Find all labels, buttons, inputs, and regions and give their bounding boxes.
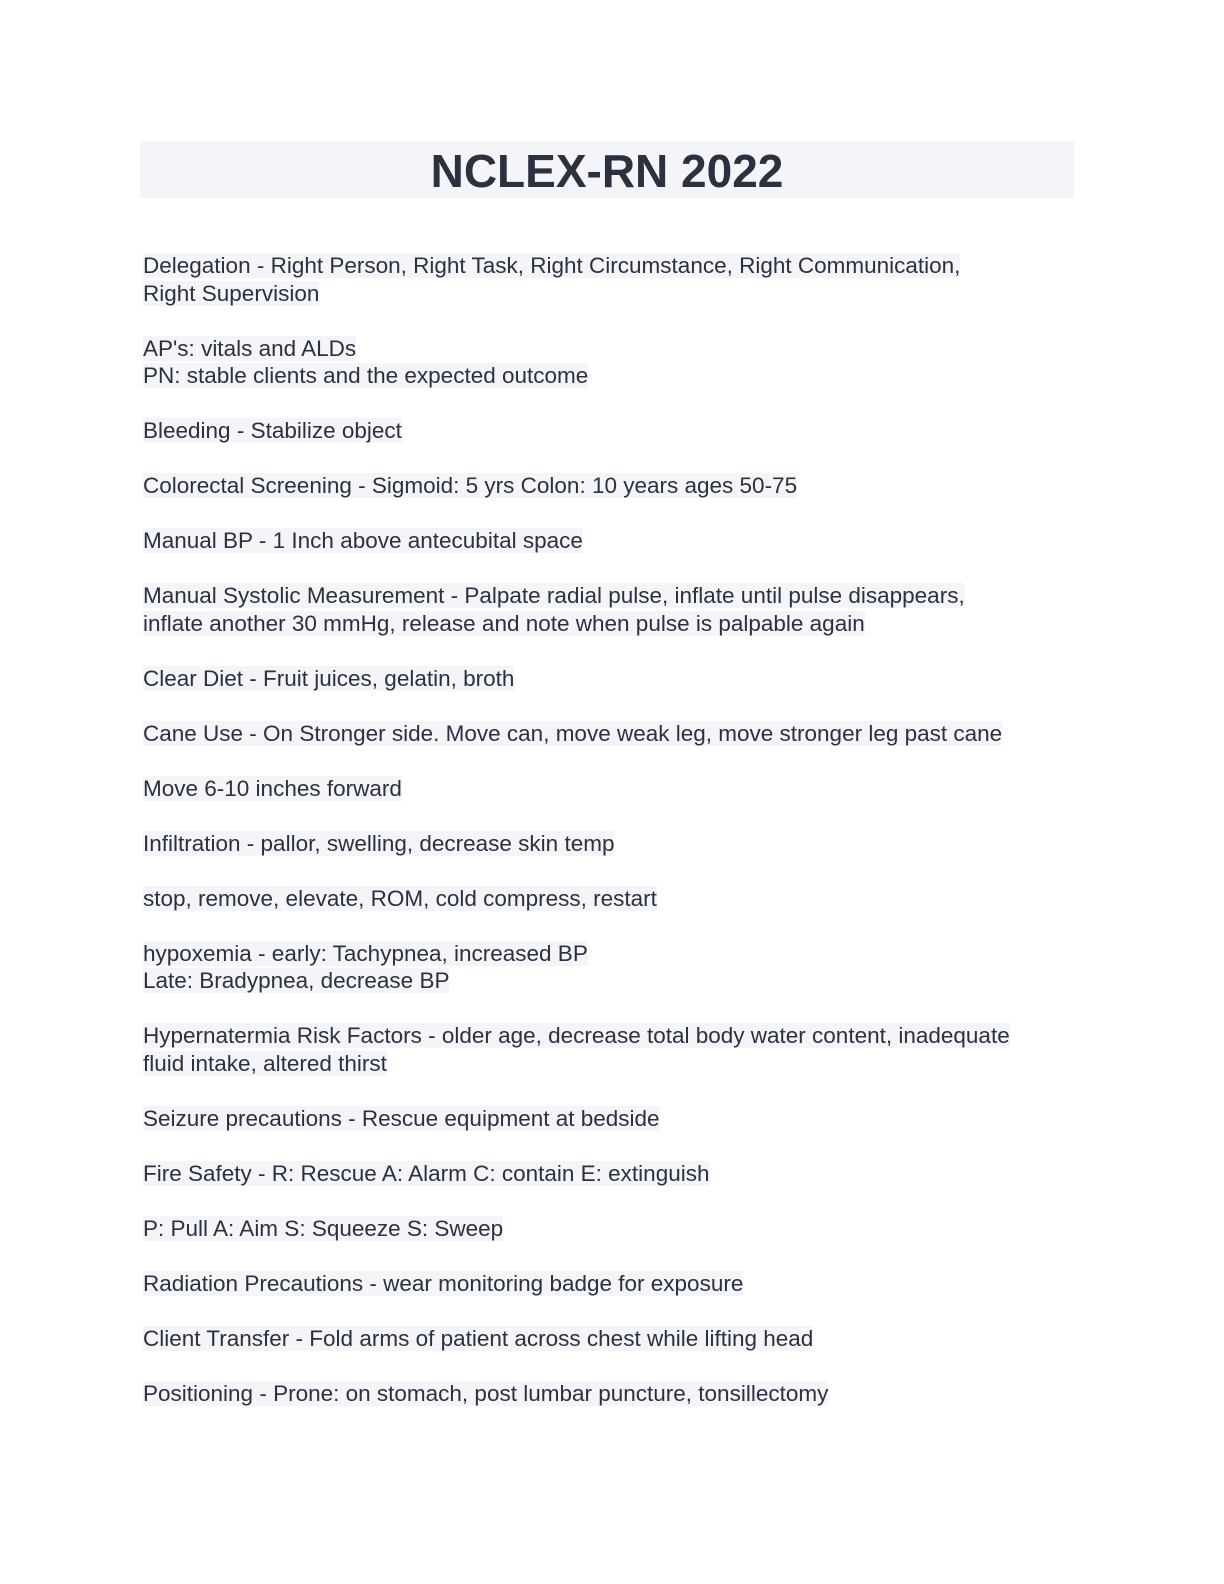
note-entry — [143, 1270, 1073, 1298]
note-line: fluid intake, altered thirst — [143, 1050, 387, 1076]
note-line: Hypernatermia Risk Factors - older age, decrease total body water content, inadequate — [143, 1023, 1010, 1048]
note-entry — [143, 335, 1073, 390]
note-entry — [143, 417, 1073, 445]
note-line: AP's: vitals and ALDs — [143, 335, 357, 361]
note-entry — [143, 885, 1073, 913]
note-entry — [143, 830, 1073, 858]
note-line: Seizure precautions - Rescue equipment at bedside — [143, 1105, 660, 1131]
note-entry — [143, 1105, 1073, 1133]
note-entry — [143, 940, 1073, 995]
note-entry — [143, 775, 1073, 803]
note-entry — [143, 1160, 1073, 1188]
note-line: Manual Systolic Measurement - Palpate radial pulse, inflate until pulse disappears, — [143, 583, 965, 608]
note-entry — [143, 472, 1073, 500]
note-line: stop, remove, elevate, ROM, cold compress, restart — [143, 885, 657, 911]
notes-list — [143, 252, 1073, 1435]
note-line: Delegation - Right Person, Right Task, Right Circumstance, Right Communication, — [143, 253, 961, 278]
note-line: hypoxemia - early: Tachypnea, increased BP — [143, 940, 588, 966]
note-line: Radiation Precautions - wear monitoring badge for exposure — [143, 1270, 744, 1296]
note-entry — [143, 1380, 1073, 1408]
note-entry — [143, 720, 1073, 748]
note-line: Move 6-10 inches forward — [143, 775, 402, 801]
note-line: P: Pull A: Aim S: Squeeze S: Sweep — [143, 1215, 504, 1241]
note-line: PN: stable clients and the expected outcome — [143, 363, 589, 388]
note-line: Manual BP - 1 Inch above antecubital space — [143, 528, 583, 553]
note-entry — [143, 1325, 1073, 1353]
note-entry — [143, 527, 1073, 555]
note-entry — [143, 252, 1073, 307]
note-line: inflate another 30 mmHg, release and note when pulse is palpable again — [143, 610, 865, 636]
document-title: NCLEX-RN 2022 — [430, 144, 784, 197]
note-line: Positioning - Prone: on stomach, post lumbar puncture, tonsillectomy — [143, 1380, 829, 1406]
note-line: Infiltration - pallor, swelling, decrease skin temp — [143, 830, 615, 856]
note-line: Late: Bradypnea, decrease BP — [143, 968, 450, 993]
note-entry — [143, 1215, 1073, 1243]
note-line: Client Transfer - Fold arms of patient across chest while lifting head — [143, 1325, 814, 1351]
title-banner — [140, 141, 1074, 198]
note-entry — [143, 582, 1073, 637]
note-line: Right Supervision — [143, 280, 320, 306]
note-line: Colorectal Screening - Sigmoid: 5 yrs Colon: 10 years ages 50-75 — [143, 473, 798, 498]
note-entry — [143, 665, 1073, 693]
note-entry — [143, 1022, 1073, 1077]
note-line: Fire Safety - R: Rescue A: Alarm C: contain E: extinguish — [143, 1160, 710, 1186]
note-line: Clear Diet - Fruit juices, gelatin, broth — [143, 665, 515, 691]
note-line: Cane Use - On Stronger side. Move can, move weak leg, move stronger leg past cane — [143, 720, 1003, 746]
note-line: Bleeding - Stabilize object — [143, 418, 402, 443]
